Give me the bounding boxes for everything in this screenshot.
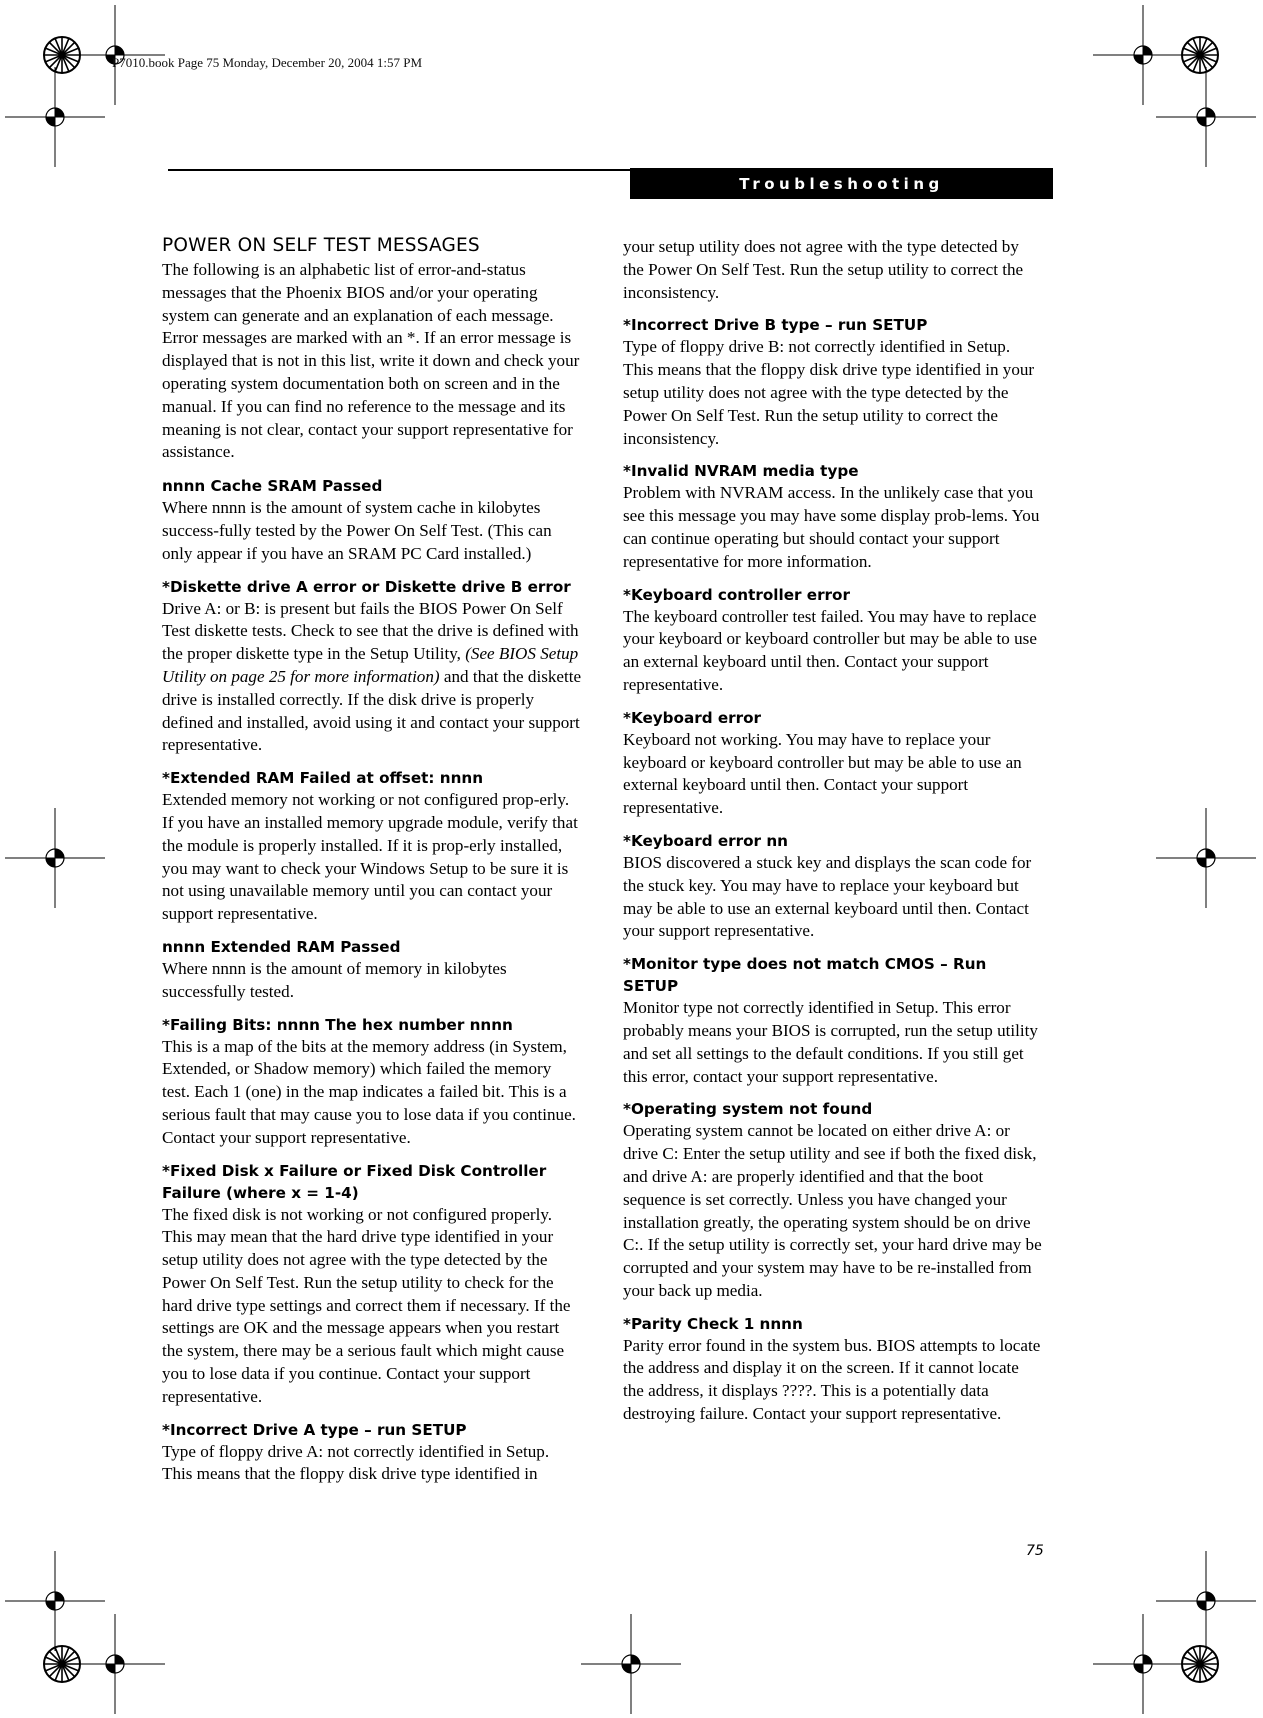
crosshair-mark-top-right xyxy=(1093,5,1193,105)
message-description: Type of floppy drive A: not correctly identified in Setup. This means that the floppy disk drive type identified in xyxy=(162,1441,550,1484)
message-term: *Monitor type does not match CMOS – Run SETUP xyxy=(623,955,987,996)
crosshair-mark-bottom-center xyxy=(581,1614,681,1714)
message-description: This is a map of the bits at the memory address (in System, Extended, or Shadow memory) which failed the memory test. Each 1 (one) in the map indicates a failed bit. This is a serious fault that may cause you to lose data if you continue. Contact your support representative. xyxy=(162,1036,576,1147)
message-term: *Incorrect Drive B type – run SETUP xyxy=(623,316,928,335)
crosshair-mark-mid-left xyxy=(5,808,105,908)
message-term: *Invalid NVRAM media type xyxy=(623,462,859,481)
message-description xyxy=(162,598,582,758)
crosshair-mark-bottom-right xyxy=(1093,1614,1193,1714)
right-column xyxy=(623,236,1043,1436)
message-description: Operating system cannot be located on either drive A: or drive C: Enter the setup utility and see if both the fixed disk, and drive A: are properly identified and that the boot sequence is set correctly. Unless you have changed your installation greatly, the operating system should be on drive C:. If the setup utility is correctly set, your hard drive may be corrupted and your system may have to be re-installed from your back up media. xyxy=(623,1121,1042,1300)
crosshair-mark-lower-right xyxy=(1156,1551,1256,1651)
message-entry xyxy=(162,936,582,1004)
header-rule xyxy=(168,169,630,171)
message-entry xyxy=(623,953,1043,1088)
message-entry xyxy=(162,576,582,758)
crosshair-mark-upper-left xyxy=(5,67,105,167)
description-text: Drive A: or B: is present but fails the BIOS Power On Self Test diskette tests. Check to see that the drive is defined with the proper diskette type in the Setup Utility, xyxy=(162,598,579,664)
message-description: Problem with NVRAM access. In the unlikely case that you see this message you may have some display prob-lems. You can continue operating but should contact your support representative for more information. xyxy=(623,483,1040,571)
message-description: Type of floppy drive B: not correctly identified in Setup. This means that the floppy disk drive type identified in your setup utility does not agree with the type detected by the Power On Self Test. Run the setup utility to correct the inconsistency. xyxy=(623,337,1035,448)
message-term: nnnn Cache SRAM Passed xyxy=(162,477,383,496)
page-number: 75 xyxy=(1026,1543,1044,1559)
message-term: *Keyboard error nn xyxy=(623,831,788,850)
message-entry xyxy=(162,1419,582,1487)
description-text: and that the diskette drive is installed correctly. If the disk drive is properly defined and installed, avoid using it and contact your support representative. xyxy=(162,666,582,755)
message-description: Where nnnn is the amount of memory in kilobytes successfully tested. xyxy=(162,958,507,1001)
message-term: *Incorrect Drive A type – run SETUP xyxy=(162,1420,467,1439)
message-term: *Keyboard controller error xyxy=(623,585,850,604)
message-entry xyxy=(623,830,1043,943)
print-slug: P7010.book Page 75 Monday, December 20, 2004 1:57 PM xyxy=(112,55,423,70)
crosshair-mark-mid-right xyxy=(1156,808,1256,908)
left-column xyxy=(162,234,582,1496)
message-entry xyxy=(623,460,1043,573)
message-entry xyxy=(623,314,1043,450)
message-description: Keyboard not working. You may have to replace your keyboard or keyboard controller but may be able to use an external keyboard until then. Contact your support representative. xyxy=(623,729,1022,818)
section-title: POWER ON SELF TEST MESSAGES xyxy=(162,235,480,256)
cross-reference-text: (See BIOS Setup Utility on page 25 for more information) xyxy=(162,644,579,686)
message-term: *Diskette drive A error or Diskette drive B error xyxy=(162,577,571,596)
message-description: Monitor type not correctly identified in Setup. This error probably means your BIOS is corrupted, run the setup utility and set all settings to the default conditions. If you still get this error, contact your support representative. xyxy=(623,998,1038,1086)
message-term: *Extended RAM Failed at offset: nnnn xyxy=(162,769,484,788)
message-entry xyxy=(162,475,582,565)
message-term: *Operating system not found xyxy=(623,1100,873,1119)
continued-description: your setup utility does not agree with the type detected by the Power On Self Test. Run the setup utility to correct the inconsistency. xyxy=(623,237,1024,302)
crosshair-mark-bottom-left xyxy=(65,1614,165,1714)
message-entry xyxy=(623,584,1043,697)
crosshair-mark-upper-right xyxy=(1156,67,1256,167)
message-entry xyxy=(623,1098,1043,1302)
message-description: The keyboard controller test failed. You may have to replace your keyboard or keyboard controller but may be able to use an external keyboard until then. Contact your support representative. xyxy=(623,606,1037,694)
message-entry xyxy=(162,1014,582,1150)
crosshair-mark-lower-left xyxy=(5,1551,105,1651)
message-term: *Parity Check 1 nnnn xyxy=(623,1314,803,1333)
message-description: Where nnnn is the amount of system cache in kilobytes success-fully tested by the Power On Self Test. (This can only appear if you have an SRAM PC Card installed.) xyxy=(162,498,552,563)
message-description: BIOS discovered a stuck key and displays the scan code for the stuck key. You may have to replace your keyboard but may be able to use an external keyboard until then. Contact your support representative. xyxy=(623,852,1032,941)
message-description: Extended memory not working or not configured prop-erly. If you have an installed memory upgrade module, verify that the module is properly installed. If it is prop-erly installed, you may want to check your Windows Setup to be sure it is not using unavailable memory until you can contact your support representative. xyxy=(162,790,578,924)
message-term: *Keyboard error xyxy=(623,708,762,727)
intro-paragraph: The following is an alphabetic list of error-and-status messages that the Phoenix BIOS and/or your operating system can generate and an explanation of each message. Error messages are marked with an *. If an error message is displayed that is not in this list, write it down and check your operating system documentation both on screen and in the manual. If you can find no reference to the message and its meaning is not clear, contact your support representative for assistance. xyxy=(162,260,580,462)
message-entry xyxy=(623,1313,1043,1426)
message-entry xyxy=(162,1160,582,1409)
message-term: nnnn Extended RAM Passed xyxy=(162,937,401,956)
running-header: Troubleshooting xyxy=(630,168,1053,199)
message-description: Parity error found in the system bus. BIOS attempts to locate the address and display it on the screen. If it cannot locate the address, it displays ????. This is a potentially data destroying failure. Contact your support representative. xyxy=(623,1335,1041,1424)
message-entry xyxy=(162,767,582,926)
message-term: *Failing Bits: nnnn The hex number nnnn xyxy=(162,1015,513,1034)
message-description: The fixed disk is not working or not configured properly. This may mean that the hard drive type identified in your setup utility does not agree with the type detected by the Power On Self Test. Run the setup utility to check for the hard drive type settings and correct them if necessary. If the settings are OK and the message appears when you restart the system, there may be a serious fault which might cause you to lose data if you continue. Contact your support representative. xyxy=(162,1204,571,1406)
message-term: *Fixed Disk x Failure or Fixed Disk Controller Failure (where x = 1-4) xyxy=(162,1161,547,1202)
message-entry xyxy=(623,707,1043,820)
